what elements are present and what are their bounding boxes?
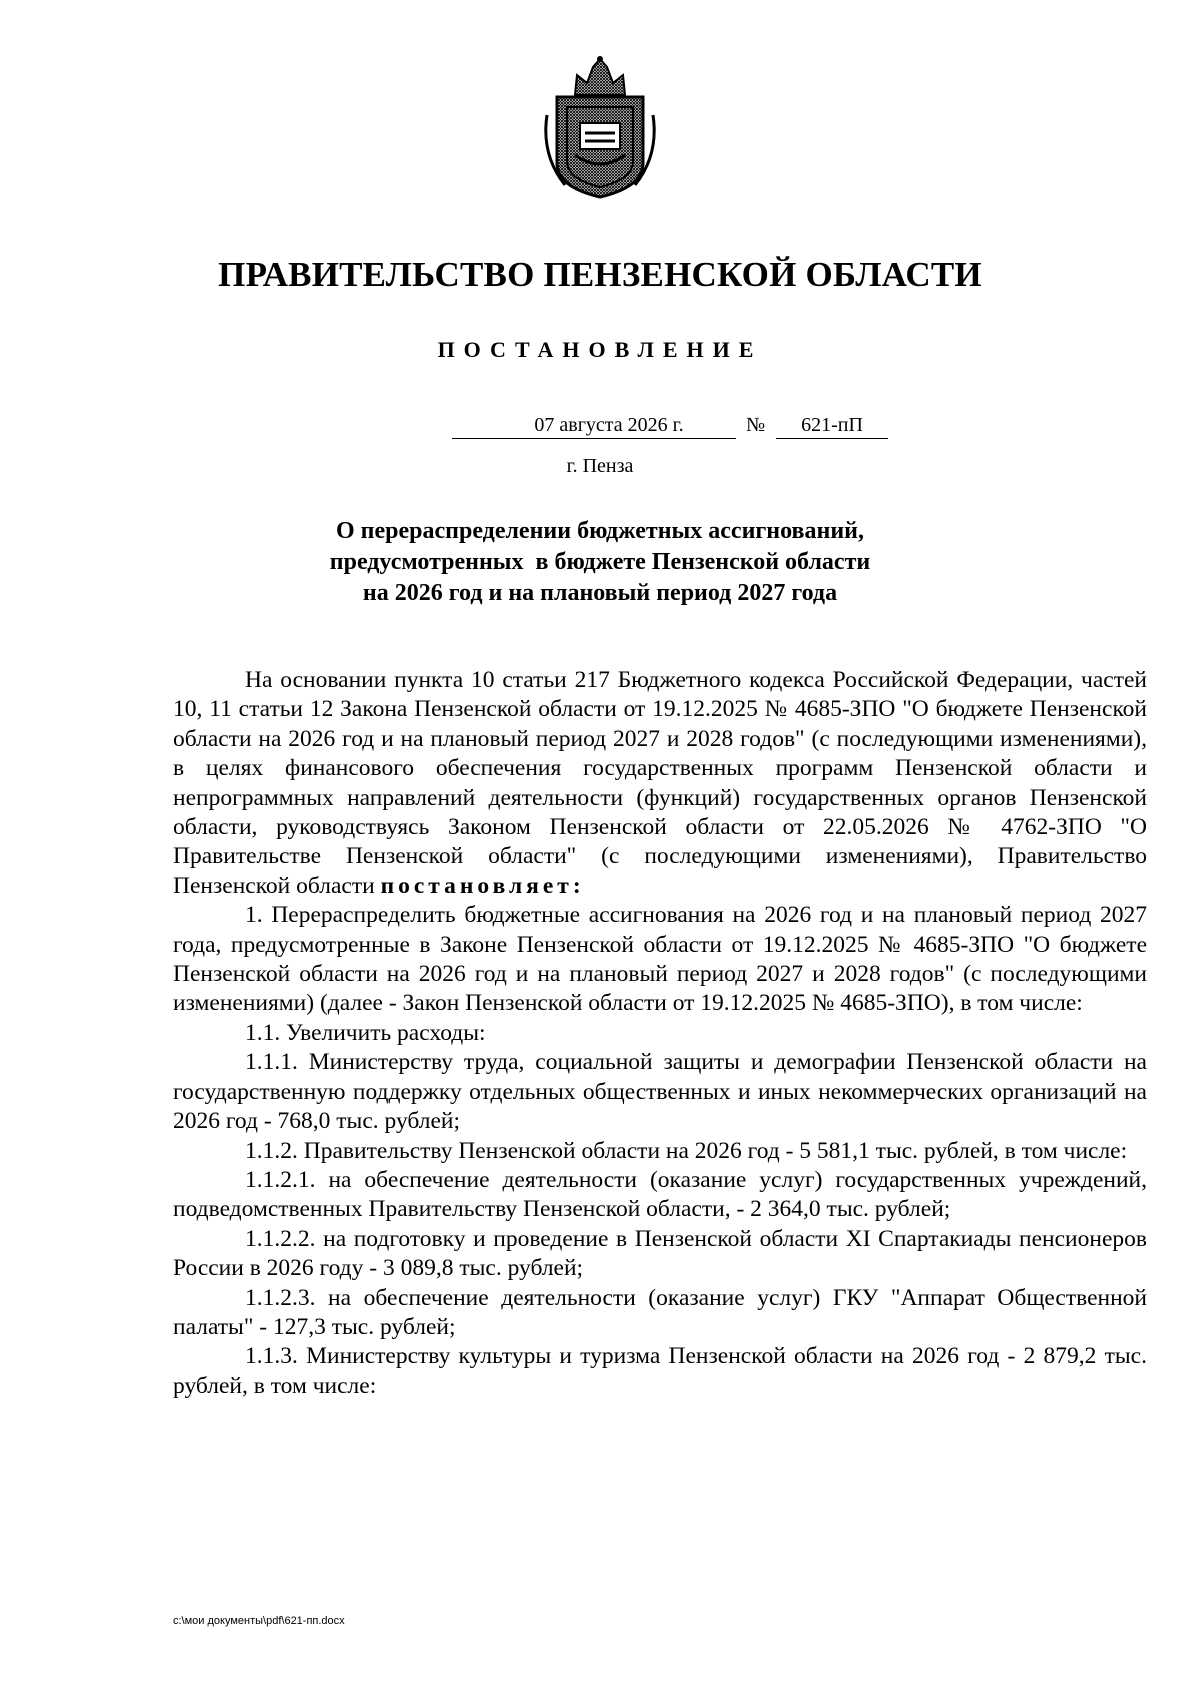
document-type: ПОСТАНОВЛЕНИЕ: [437, 337, 763, 362]
number-sign: №: [746, 414, 766, 436]
document-body: [173, 666, 1147, 1401]
subject-line-3: на 2026 год и на плановый период 2027 года: [362, 580, 838, 606]
paragraph-1-1-2-3: 1.1.2.3. на обеспечение деятельности (оказание услуг) ГКУ "Аппарат Общественной палаты" - 127,3 тыс. рублей;: [173, 1284, 1147, 1340]
decree-word: постановляет:: [380, 872, 585, 899]
subject-line-1: О перераспределении бюджетных ассигнований,: [336, 518, 864, 544]
date-number-line: [0, 414, 1200, 444]
paragraph-1: 1. Перераспределить бюджетные ассигнования на 2026 год и на плановый период 2027 года, предусмотренные в Законе Пензенской области от 19.12.2025 № 4685-ЗПО "О бюджете Пензенской области на 2026 год и на плановый период 2027 и 2028 годов" (с последующими изменениями) (далее - Закон Пензенской области от 19.12.2025 № 4685-ЗПО), в том числе:: [173, 902, 1147, 1017]
government-title: ПРАВИТЕЛЬСТВО ПЕНЗЕНСКОЙ ОБЛАСТИ: [218, 255, 982, 294]
document-date: 07 августа 2026 г.: [452, 414, 736, 439]
paragraph-1-1-3: 1.1.3. Министерству культуры и туризма Пензенской области на 2026 год - 2 879,2 тыс. рублей, в том числе:: [173, 1343, 1147, 1399]
paragraph-1-1-2-2: 1.1.2.2. на подготовку и проведение в Пензенской области XI Спартакиады пенсионеров России в 2026 году - 3 089,8 тыс. рублей;: [173, 1225, 1147, 1282]
paragraph-intro: [173, 666, 1147, 901]
subject-line-2: предусмотренных в бюджете Пензенской области: [329, 549, 871, 575]
file-path-footer: c:\мои документы\pdf\621-пп.docx: [173, 1615, 345, 1627]
paragraph-1-1-2-1: 1.1.2.1. на обеспечение деятельности (оказание услуг) государственных учреждений, подведомственных Правительству Пензенской области, - 2 364,0 тыс. рублей;: [173, 1166, 1147, 1223]
paragraph-1-1: 1.1. Увеличить расходы:: [245, 1019, 486, 1046]
paragraph-1-1-2: 1.1.2. Правительству Пензенской области на 2026 год - 5 581,1 тыс. рублей, в том числе:: [245, 1137, 1128, 1164]
city-label: г. Пенза: [566, 455, 634, 477]
document-subject: [0, 516, 1200, 609]
coat-of-arms-emblem: [535, 55, 665, 200]
intro-text: На основании пункта 10 статьи 217 Бюджетного кодекса Российской Федерации, частей 10, 11 статьи 12 Закона Пензенской области от 19.12.2025 № 4685-ЗПО "О бюджете Пензенской области на 2026 год и на плановый период 2027 и 2028 годов" (с последующими изменениями), в целях финансового обеспечения государственных программ Пензенской области и непрограммных направлений деятельности (функций) государственных органов Пензенской области, руководствуясь Законом Пензенской области от 22.05.2026 № 4762-ЗПО "О Правительстве Пензенской области" (с последующими изменениями), Правительство Пензенской области: [173, 667, 1147, 899]
paragraph-1-1-1: 1.1.1. Министерству труда, социальной защиты и демографии Пензенской области на государственную поддержку отдельных общественных и иных некоммерческих организаций на 2026 год - 768,0 тыс. рублей;: [173, 1049, 1147, 1135]
document-number: 621-пП: [776, 414, 888, 439]
